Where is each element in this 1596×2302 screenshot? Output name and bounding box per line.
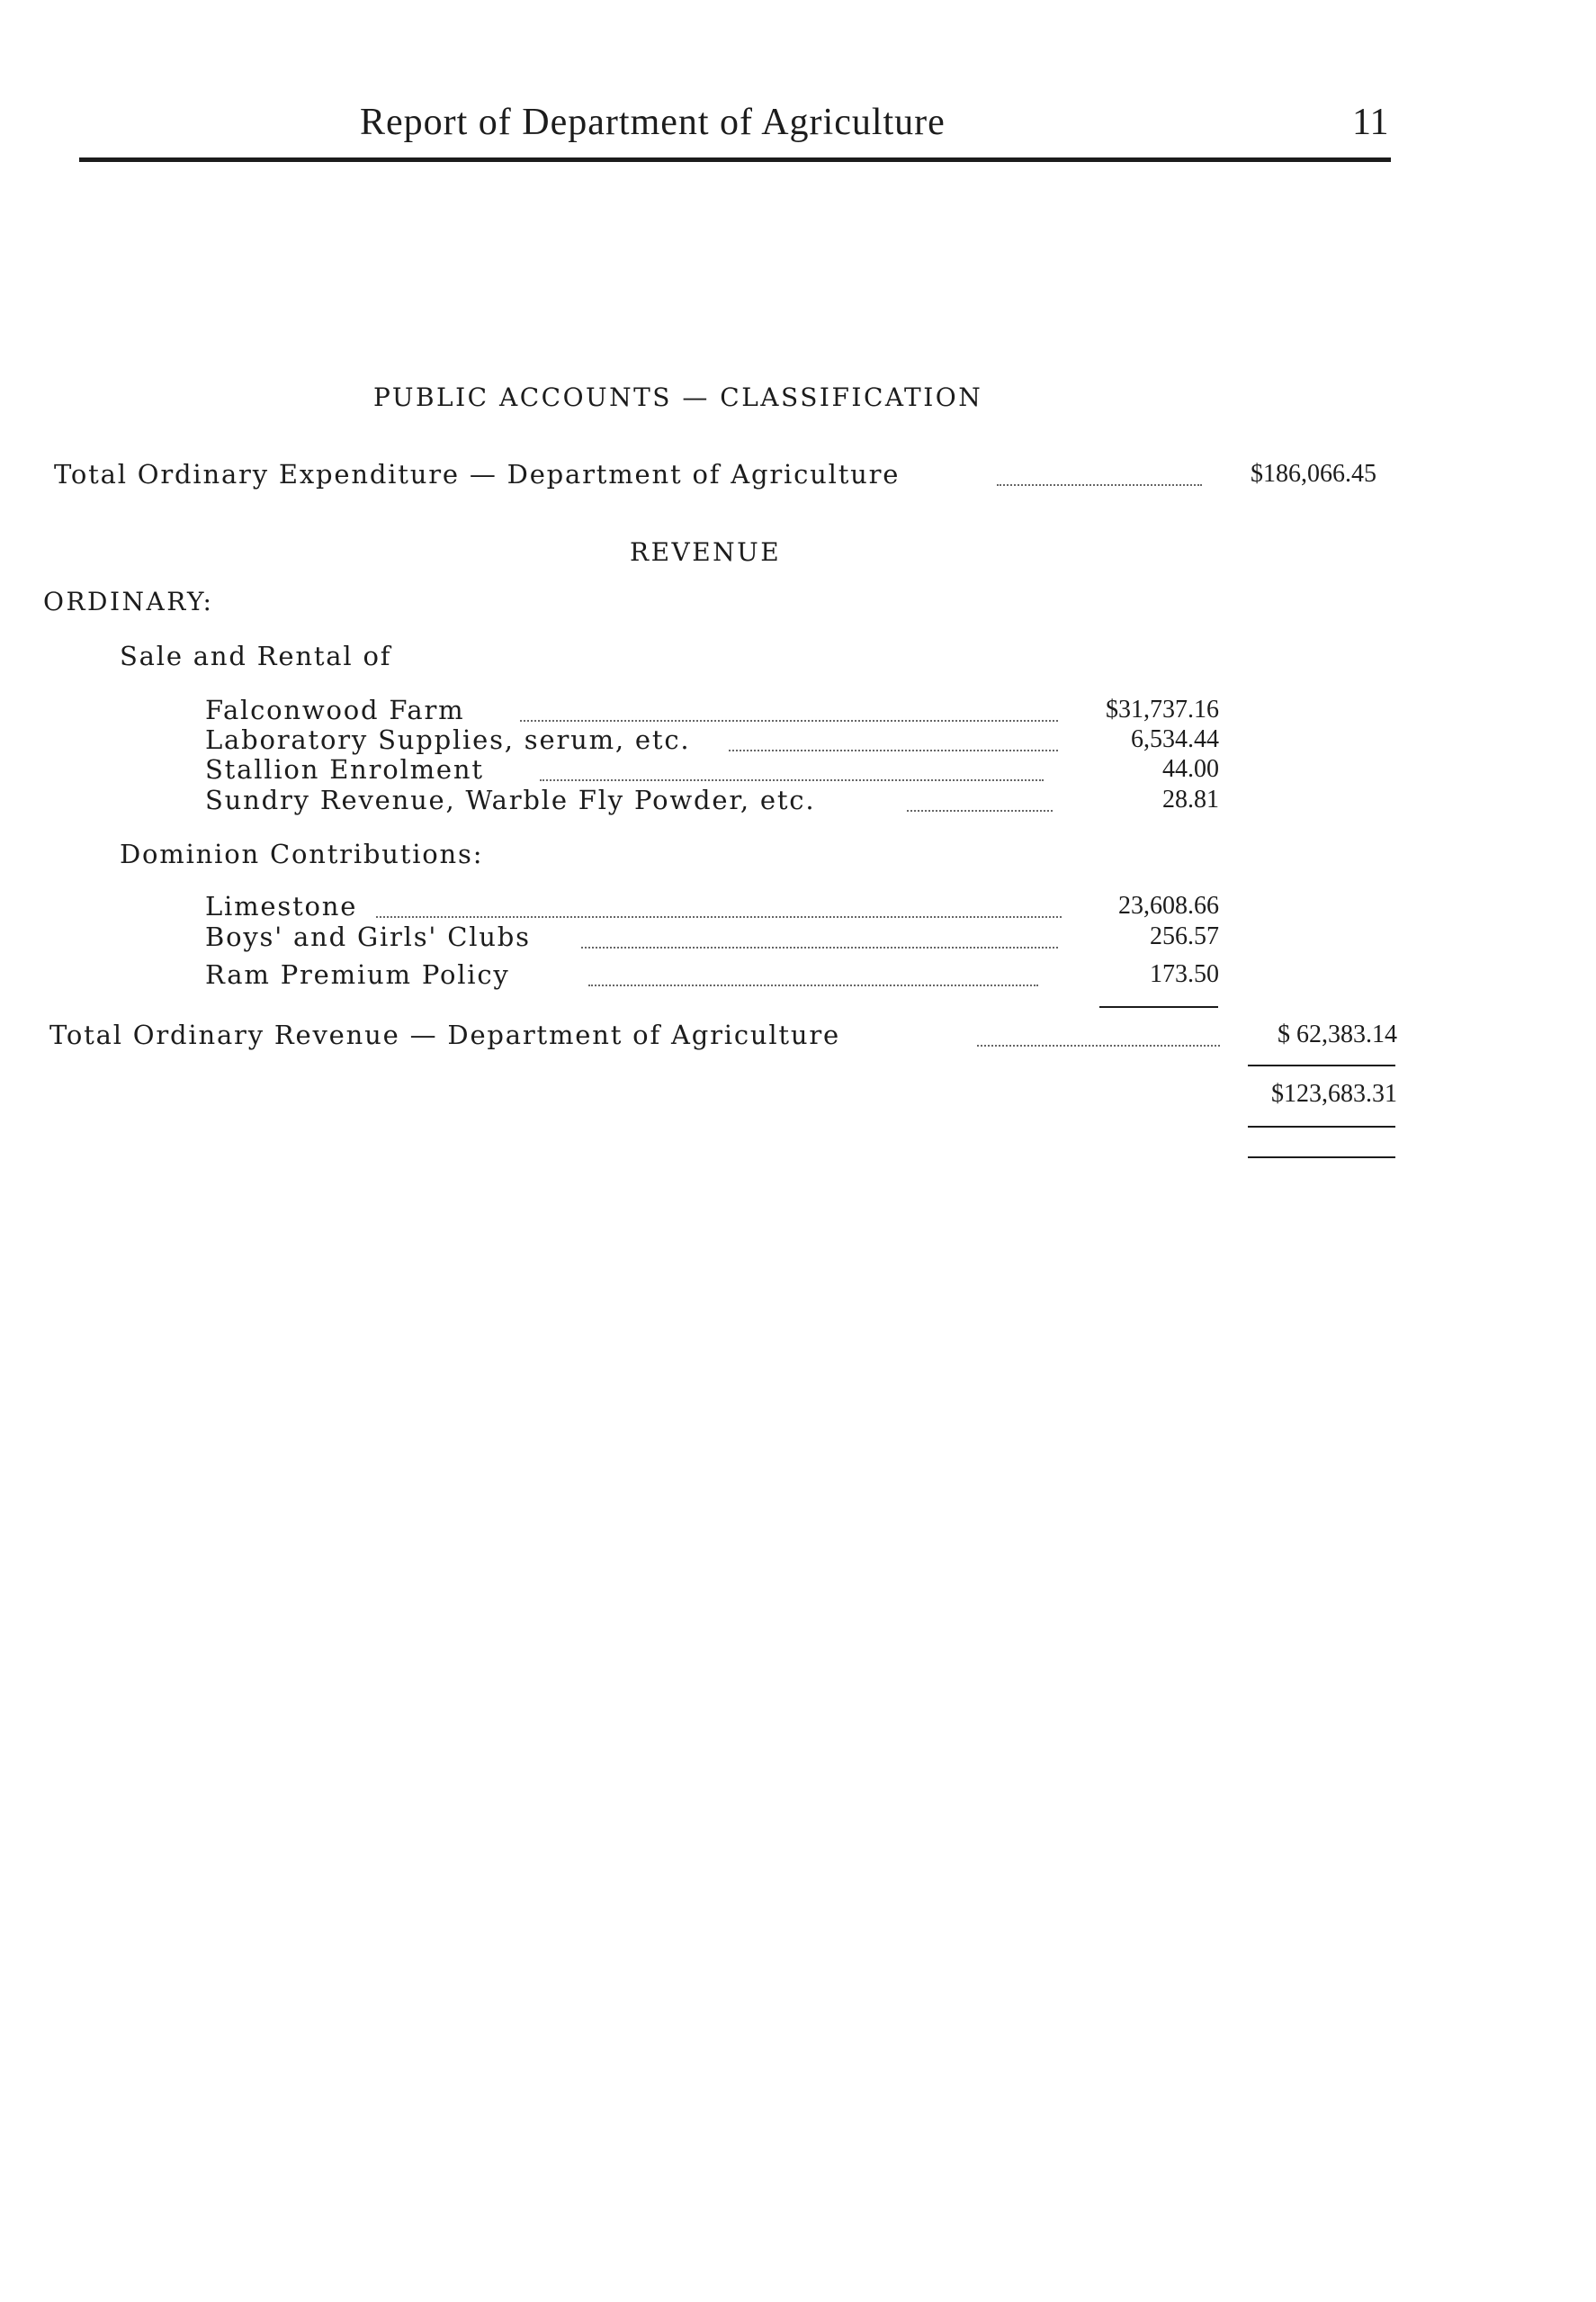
falconwood-leader-dots — [520, 720, 1058, 722]
double-rule-top — [1248, 1126, 1395, 1128]
net-total-amount: $123,683.31 — [1271, 1080, 1397, 1108]
sundry-amount: 28.81 — [1162, 786, 1219, 814]
expenditure-leader-dots — [997, 484, 1202, 486]
sundry-revenue-label: Sundry Revenue, Warble Fly Powder, etc. — [205, 785, 816, 815]
boys-girls-clubs-label: Boys' and Girls' Clubs — [205, 922, 531, 952]
revenue-heading: REVENUE — [630, 537, 782, 567]
running-title: Report of Department of Agriculture — [360, 102, 946, 143]
stallion-amount: 44.00 — [1162, 755, 1219, 783]
sundry-leader-dots — [907, 810, 1053, 812]
expenditure-label: Total Ordinary Expenditure — Department of Agriculture — [54, 459, 901, 490]
total-revenue-label: Total Ordinary Revenue — Department of Agriculture — [49, 1020, 840, 1050]
sale-rental-label: Sale and Rental of — [120, 641, 392, 671]
falconwood-amount: $31,737.16 — [1106, 696, 1219, 724]
ordinary-label: ORDINARY: — [43, 587, 214, 616]
limestone-amount: 23,608.66 — [1118, 892, 1219, 920]
limestone-leader-dots — [376, 916, 1062, 918]
expenditure-amount: $186,066.45 — [1251, 460, 1376, 488]
section-title: PUBLIC ACCOUNTS — CLASSIFICATION — [373, 382, 983, 412]
stallion-enrolment-label: Stallion Enrolment — [205, 754, 484, 785]
limestone-label: Limestone — [205, 891, 358, 922]
stallion-leader-dots — [540, 779, 1044, 781]
laboratory-amount: 6,534.44 — [1131, 725, 1219, 753]
laboratory-supplies-label: Laboratory Supplies, serum, etc. — [205, 724, 691, 755]
page-number: 11 — [1352, 102, 1389, 143]
clubs-amount: 256.57 — [1150, 922, 1219, 950]
header-rule — [79, 157, 1391, 162]
ram-leader-dots — [588, 985, 1038, 986]
dominion-contributions-label: Dominion Contributions: — [120, 839, 484, 869]
total-revenue-amount: $ 62,383.14 — [1278, 1021, 1397, 1048]
clubs-leader-dots — [581, 947, 1058, 949]
subtotal-rule — [1099, 1006, 1218, 1008]
total-rule — [1248, 1065, 1395, 1066]
ram-amount: 173.50 — [1150, 960, 1219, 988]
falconwood-farm-label: Falconwood Farm — [205, 695, 465, 725]
total-revenue-leader-dots — [977, 1045, 1220, 1047]
double-rule-bottom — [1248, 1156, 1395, 1158]
laboratory-leader-dots — [729, 750, 1058, 751]
ram-premium-policy-label: Ram Premium Policy — [205, 959, 510, 990]
